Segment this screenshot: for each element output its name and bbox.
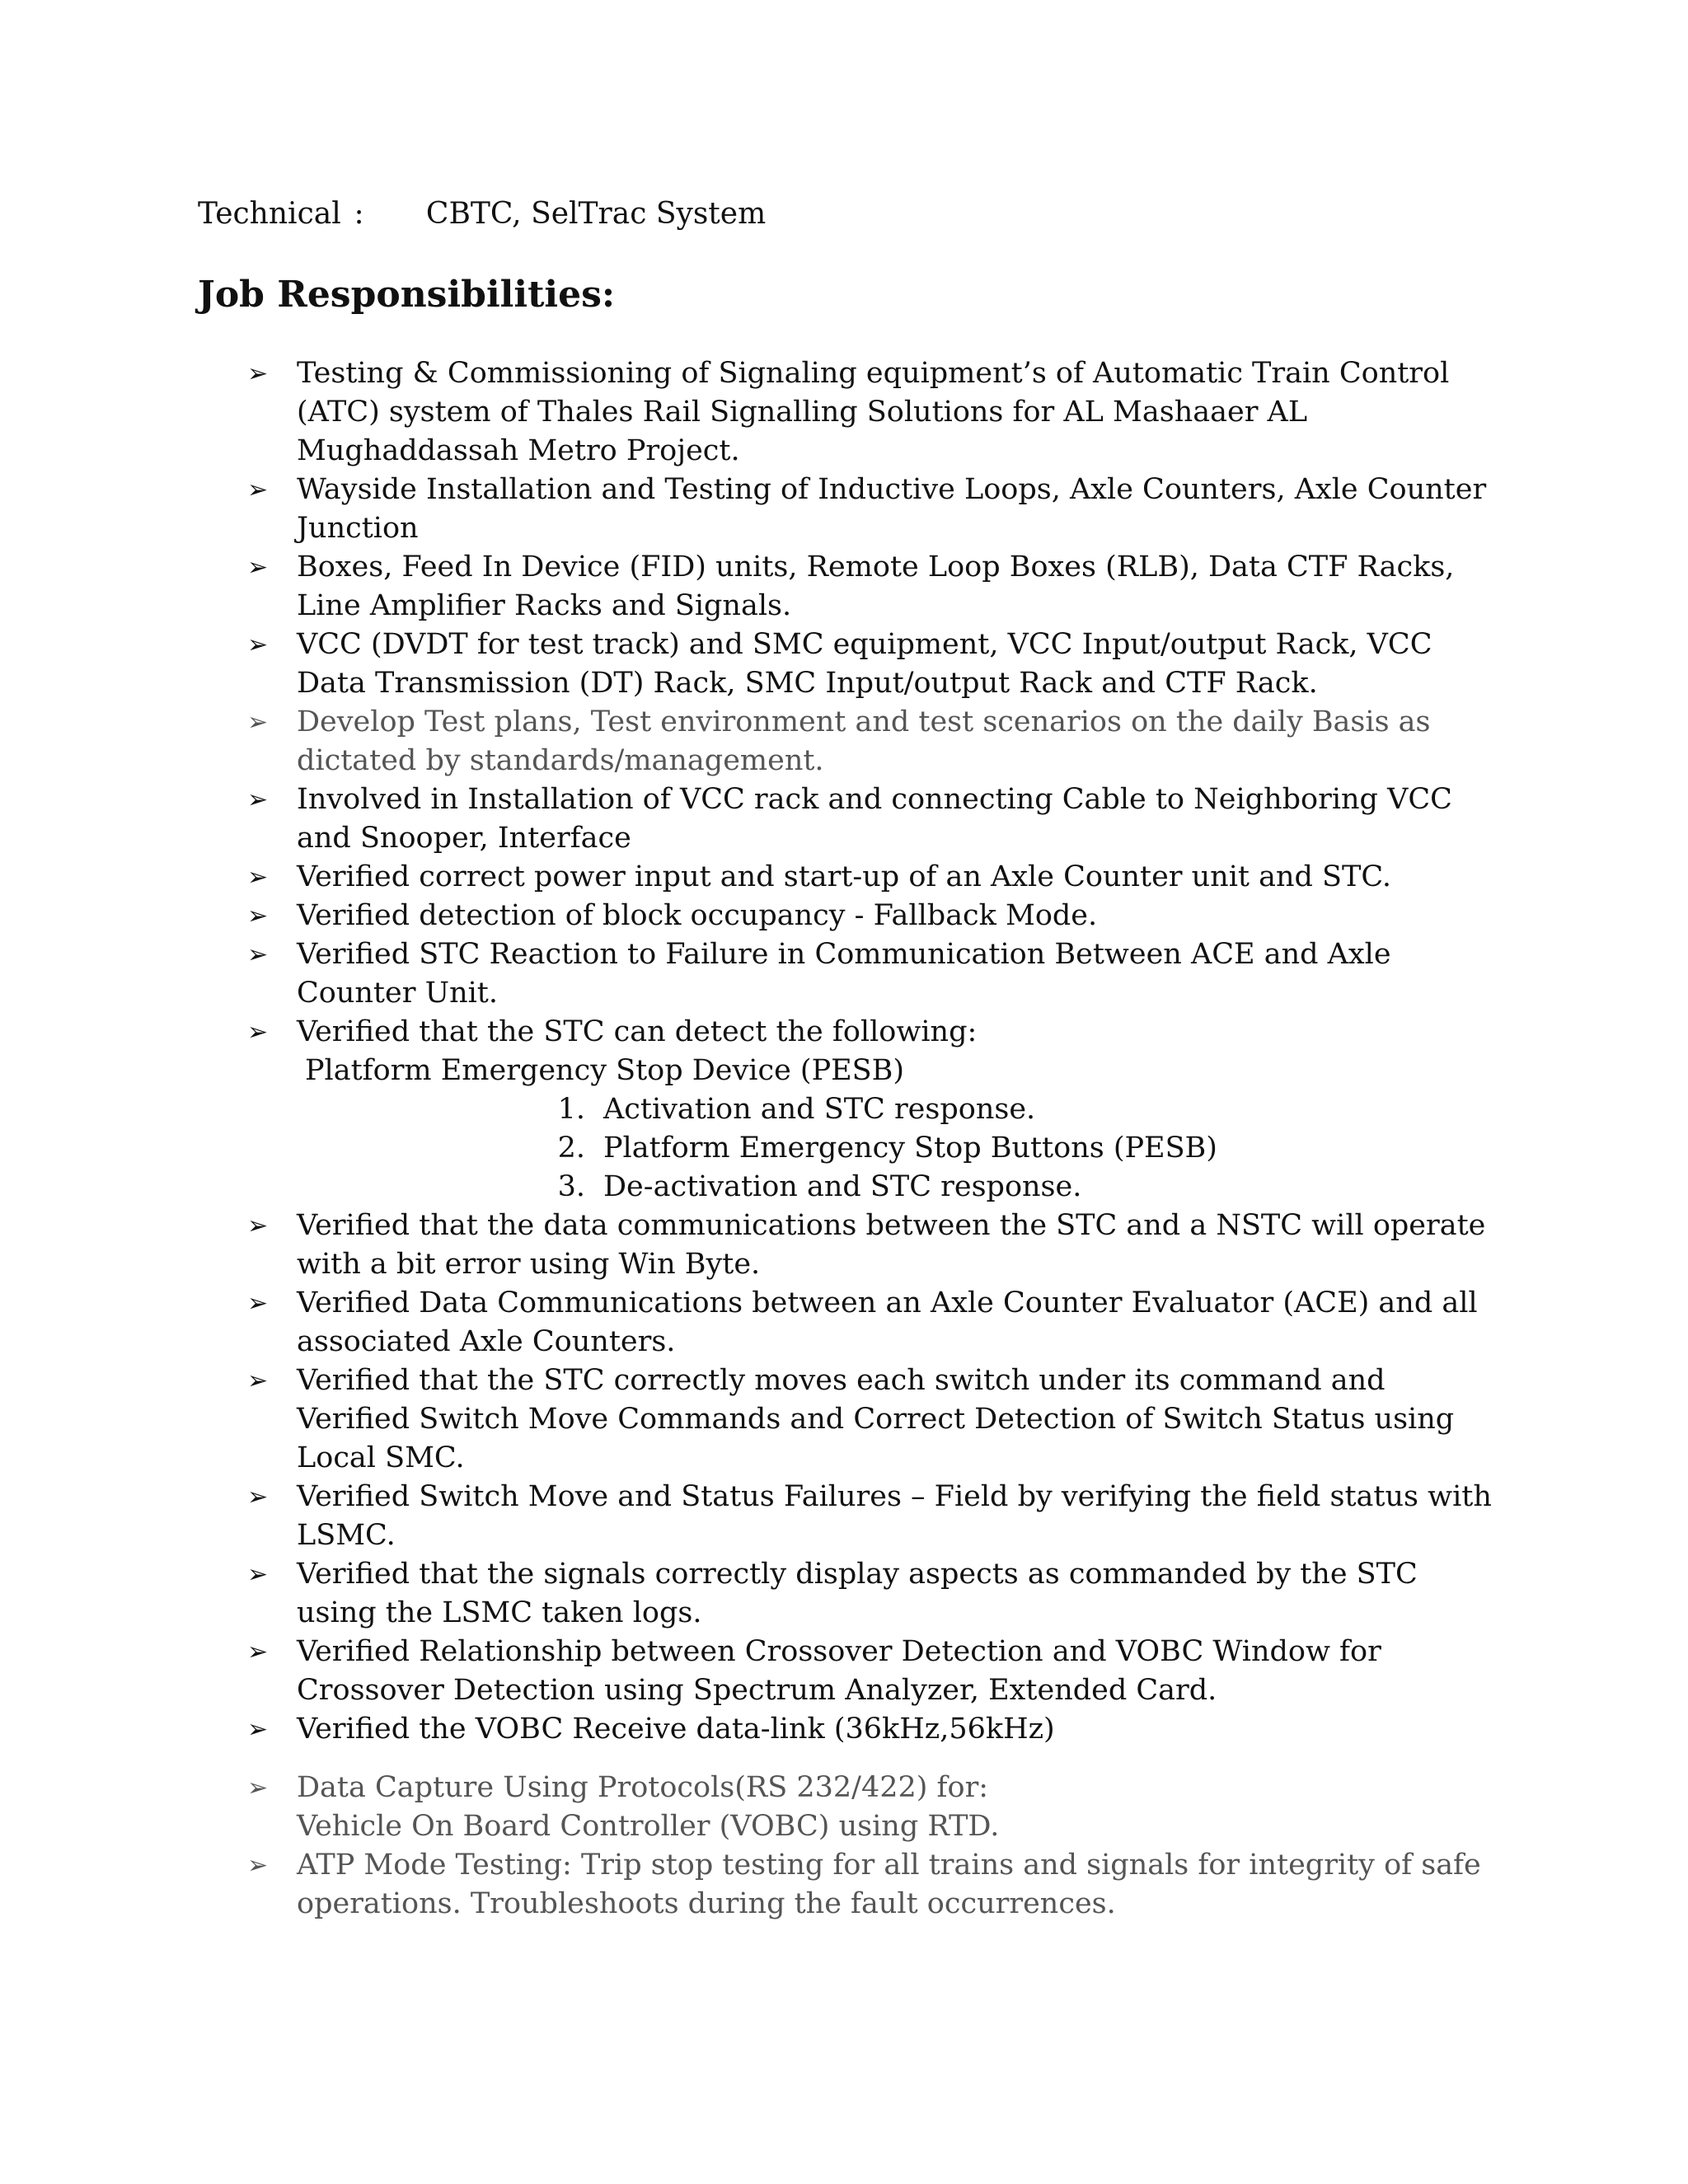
list-item [247,780,1500,858]
numbered-item [297,1129,1500,1168]
list-item-text: Verified that the data communications between the STC and a NSTC will operate with a bit error using Win Byte. [297,1209,1486,1281]
arrowhead-bullet-icon: ➢ [247,1774,269,1802]
arrowhead-bullet-icon: ➢ [247,1638,269,1666]
list-item-text: Verified that the STC correctly moves each switch under its command and Verified Switch Move Commands and Correct Detection of Switch Status using Local SMC. [297,1364,1455,1474]
list-item [247,1769,1500,1846]
list-item [247,1555,1500,1633]
numbered-item-text: Platform Emergency Stop Buttons (PESB) [603,1132,1217,1165]
arrowhead-bullet-icon: ➢ [247,1483,269,1511]
list-item-text: Verified Switch Move and Status Failures – Field by verifying the field status with LSMC. [297,1480,1492,1552]
arrowhead-bullet-icon: ➢ [247,476,269,504]
responsibilities-list [247,354,1500,1924]
arrowhead-bullet-icon: ➢ [247,1289,269,1318]
numbered-item [297,1168,1500,1207]
list-item-text: Verified correct power input and start-up of an Axle Counter unit and STC. [297,860,1392,893]
list-item-text: Verified that the STC can detect the following: [297,1015,978,1048]
list-item [247,897,1500,935]
list-item [247,935,1500,1013]
list-item-text: Verified the VOBC Receive data-link (36kHz,56kHz) [297,1713,1055,1746]
arrowhead-bullet-icon: ➢ [247,902,269,930]
list-item-subline: Vehicle On Board Controller (VOBC) using RTD. [297,1810,1000,1843]
list-item [247,626,1500,703]
list-item [247,354,1500,471]
list-item [247,1710,1500,1749]
arrowhead-bullet-icon: ➢ [247,940,269,969]
arrowhead-bullet-icon: ➢ [247,1212,269,1240]
arrowhead-bullet-icon: ➢ [247,630,269,659]
job-responsibilities-heading: Job Responsibilities: [198,274,616,316]
list-item-text: Involved in Installation of VCC rack and connecting Cable to Neighboring VCC and Snooper, Interface [297,783,1452,855]
arrowhead-bullet-icon: ➢ [247,863,269,892]
list-item-text: Boxes, Feed In Device (FID) units, Remote Loop Boxes (RLB), Data CTF Racks, Line Amplifier Racks and Signals. [297,551,1455,622]
list-item [247,1846,1500,1924]
list-item [247,1207,1500,1284]
numbered-item-number: 1. [557,1093,585,1126]
numbered-item-number: 2. [557,1132,585,1165]
arrowhead-bullet-icon: ➢ [247,553,269,582]
list-item-text: Testing & Commissioning of Signaling equipment’s of Automatic Train Control (ATC) system of Thales Rail Signalling Solutions for AL Mashaaer AL Mughaddassah Metro Project. [297,357,1450,467]
list-item-text: Verified that the signals correctly display aspects as commanded by the STC using the LSMC taken logs. [297,1558,1418,1629]
list-item [247,548,1500,626]
list-item-text: VCC (DVDT for test track) and SMC equipment, VCC Input/output Rack, VCC Data Transmission (DT) Rack, SMC Input/output Rack and CTF Rack. [297,628,1432,700]
list-item-text: Verified STC Reaction to Failure in Communication Between ACE and Axle Counter Unit. [297,938,1391,1010]
technical-label: Technical [198,197,341,231]
list-item [247,471,1500,548]
list-item [247,1478,1500,1555]
technical-colon: : [354,197,364,231]
arrowhead-bullet-icon: ➢ [247,359,269,388]
list-item-with-sublist [247,1013,1500,1207]
arrowhead-bullet-icon: ➢ [247,1018,269,1047]
list-item [247,1284,1500,1361]
numbered-item-text: De-activation and STC response. [603,1170,1082,1203]
arrowhead-bullet-icon: ➢ [247,1560,269,1589]
numbered-item-text: Activation and STC response. [603,1093,1036,1126]
list-item [247,1361,1500,1478]
numbered-item-number: 3. [557,1170,585,1203]
list-item-text: Verified Data Communications between an Axle Counter Evaluator (ACE) and all associated Axle Counters. [297,1286,1478,1358]
list-item-subline: Platform Emergency Stop Device (PESB) [305,1054,905,1087]
arrowhead-bullet-icon: ➢ [247,1851,269,1880]
arrowhead-bullet-icon: ➢ [247,1366,269,1395]
numbered-item [297,1090,1500,1129]
list-item-text: Verified Relationship between Crossover Detection and VOBC Window for Crossover Detection using Spectrum Analyzer, Extended Card. [297,1635,1381,1707]
list-item [247,703,1500,780]
numbered-sublist [297,1090,1500,1207]
list-item [247,1633,1500,1710]
list-item-text: Verified detection of block occupancy - Fallback Mode. [297,899,1098,932]
list-item-text: Develop Test plans, Test environment and test scenarios on the daily Basis as dictated by standards/management. [297,705,1431,777]
technical-line [198,194,766,234]
list-item-text: Wayside Installation and Testing of Inductive Loops, Axle Counters, Axle Counter Junction [297,473,1487,545]
technical-value: CBTC, SelTrac System [425,197,767,231]
list-item-text: ATP Mode Testing: Trip stop testing for all trains and signals for integrity of safe operations. Troubleshoots during the fault occurrences. [297,1849,1481,1920]
arrowhead-bullet-icon: ➢ [247,708,269,737]
arrowhead-bullet-icon: ➢ [247,785,269,814]
list-item [247,858,1500,897]
list-item-text: Data Capture Using Protocols(RS 232/422) for: [297,1771,989,1804]
arrowhead-bullet-icon: ➢ [247,1715,269,1744]
